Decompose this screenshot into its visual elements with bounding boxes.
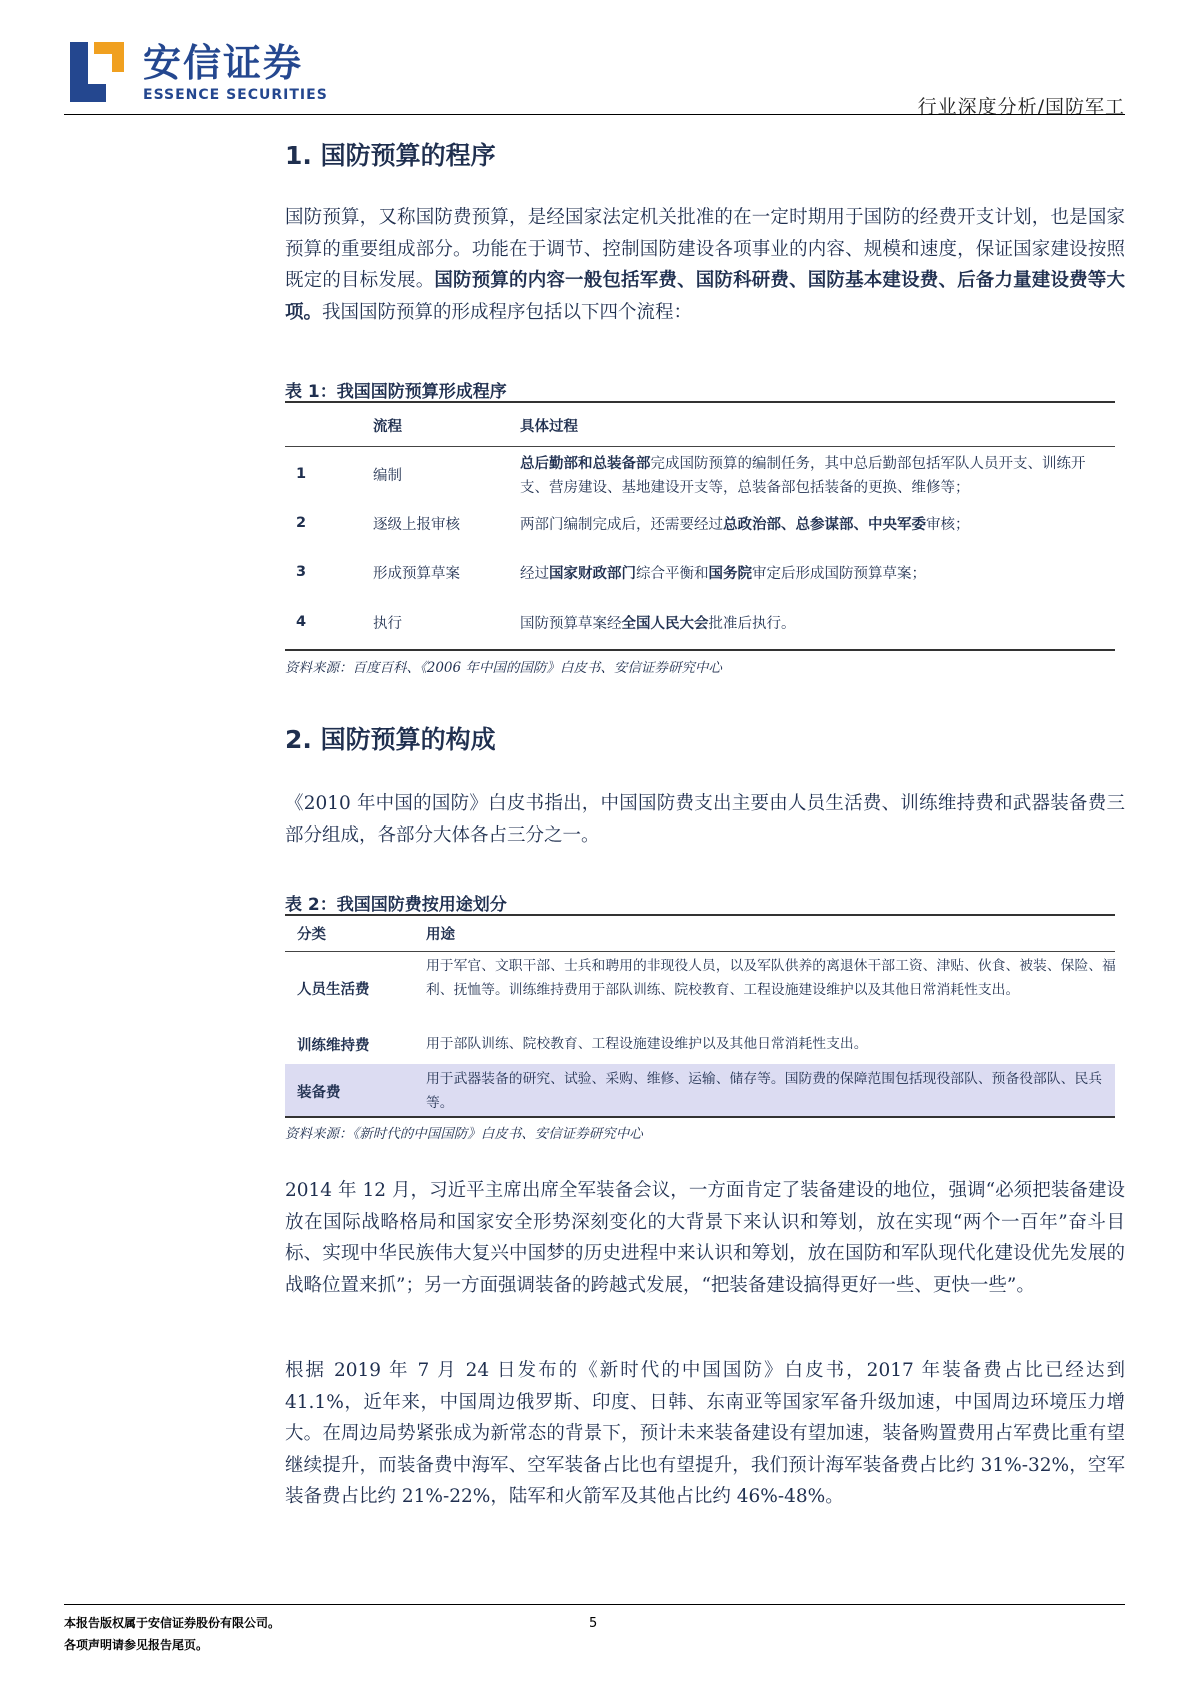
section2-title: 2. 国防预算的构成 [285, 725, 496, 754]
footer-statement-link: 各项声明请参见报告尾页。 [64, 1638, 209, 1652]
table2-header-rule [285, 951, 1115, 952]
table1-caption: 表 1：我国国防预算形成程序 [285, 382, 507, 402]
table2-row1-use: 用于军官、文职干部、士兵和聘用的非现役人员，以及军队供养的离退休干部工资、津贴、伙食、被装、保险、福利、抚恤等。训练维持费用于部队训练、院校教育、工程设施建设维护以及其他日常消耗性支出。 [426, 958, 1116, 998]
logo-icon [70, 42, 124, 102]
table1-row2-process: 逐级上报审核 [373, 517, 460, 533]
table1-row3-bold2: 国务院 [708, 566, 752, 582]
header-divider [64, 114, 1125, 115]
paragraph-equipment-share: 根据 2019 年 7 月 24 日发布的《新时代的中国国防》白皮书，2017 年装备费占比已经达到 41.1%，近年来，中国周边俄罗斯、印度、日韩、东南亚等国家军备升级加速，中国周边环境压力增大。在周边局势紧张成为新常态的背景下，预计未来装备建设有望加速，装备购置费用占军费比重有望继续提升，而装备费中海军、空军装备占比也有望提升，我们预计海军装备费占比约 31%-32%，空军装备费占比约 21%-22%，陆军和火箭军及其他占比约 46%-48%。 [285, 1360, 1125, 1507]
table1-row1-bold: 总后勤部和总装备部 [520, 456, 651, 472]
table1-row3-text1: 综合平衡和 [636, 566, 709, 582]
table1-source: 资料来源：百度百科、《2006 年中国的国防》白皮书、安信证券研究中心 [285, 660, 722, 676]
table1-row1-detail [520, 452, 1110, 500]
table1-top-rule [285, 401, 1115, 403]
table2-row3-use: 用于武器装备的研究、试验、采购、维修、运输、储存等。国防费的保障范围包括现役部队、预备役部队、民兵等。 [426, 1071, 1103, 1111]
table1-row1-text: 完成国防预算的编制任务，其中总后勤部包括军队人员开支、训练开支、营房建设、基地建设开支等，总装备部包括装备的更换、维修等； [520, 456, 1086, 496]
table2-top-rule [285, 914, 1115, 916]
table1-header-detail: 具体过程 [520, 419, 578, 435]
section1-title: 1. 国防预算的程序 [285, 141, 496, 170]
table2-row1-category: 人员生活费 [297, 982, 370, 998]
table1-row4-process: 执行 [373, 616, 402, 632]
table1-row4-bold: 全国人民大会 [621, 616, 709, 632]
table1-row4-detail [520, 612, 1110, 636]
report-category: 行业深度分析/国防军工 [917, 96, 1125, 118]
section1-para-bold: 国防预算的内容一般包括军费、国防科研费、国防基本建设费、后备力量建设费等大项。 [285, 270, 1125, 323]
table1-row4-no: 4 [296, 614, 307, 630]
table2-bottom-rule [285, 1116, 1115, 1118]
table1-row3-detail [520, 562, 1110, 586]
table2-source: 资料来源：《新时代的中国国防》白皮书、安信证券研究中心 [285, 1126, 643, 1142]
table1-header-process: 流程 [373, 419, 402, 435]
table2-row2-category: 训练维持费 [297, 1038, 370, 1054]
table1-row2-text0: 两部门编制完成后，还需要经过 [520, 517, 723, 533]
table1-row2-bold: 总政治部、总参谋部、中央军委 [723, 517, 926, 533]
table1-row3-text2: 审定后形成国防预算草案； [752, 566, 926, 582]
table1-bottom-rule [285, 649, 1115, 651]
table1-row4-text0: 国防预算草案经 [520, 616, 622, 632]
logo-text-cn: 安信证券 [143, 41, 304, 85]
table1-row1-no: 1 [296, 466, 307, 482]
table1-header-rule [285, 446, 1115, 447]
section1-para-plain: 国防预算，又称国防费预算，是经国家法定机关批准的在一定时期用于国防的经费开支计划，也是国家预算的重要组成部分。功能在于调节、控制国防建设各项事业的内容、规模和速度，保证国家建设按照既定的目标发展。 [285, 207, 1125, 291]
table1-row3-bold1: 国家财政部门 [549, 566, 636, 582]
table1-row3-no: 3 [296, 564, 307, 580]
footer-copyright: 本报告版权属于安信证券股份有限公司。 [64, 1616, 281, 1630]
table2-header-category: 分类 [297, 927, 326, 943]
logo-text-en: ESSENCE SECURITIES [143, 87, 328, 103]
page-number: 5 [589, 1616, 598, 1631]
footer-divider [64, 1604, 1125, 1605]
footer-disclaimer [64, 1612, 280, 1656]
section1-para-tail: 我国国防预算的形成程序包括以下四个流程： [322, 301, 693, 323]
table2-header-use: 用途 [426, 927, 455, 943]
table1-row2-no: 2 [296, 515, 307, 531]
table1-row3-text0: 经过 [520, 566, 549, 582]
table2-row2-use: 用于部队训练、院校教育、工程设施建设维护以及其他日常消耗性支出。 [426, 1036, 868, 1052]
table2-row3-category: 装备费 [297, 1085, 341, 1101]
table1-row3-process: 形成预算草案 [373, 566, 460, 582]
table1-row2-text1: 审核； [926, 517, 970, 533]
table1-row1-process: 编制 [373, 468, 402, 484]
section2-paragraph: 《2010 年中国的国防》白皮书指出，中国国防费支出主要由人员生活费、训练维持费和武器装备费三部分组成，各部分大体各占三分之一。 [285, 793, 1125, 846]
table2-caption: 表 2：我国国防费按用途划分 [285, 895, 507, 915]
paragraph-equipment-meeting: 2014 年 12 月，习近平主席出席全军装备会议，一方面肯定了装备建设的地位，强调“必须把装备建设放在国际战略格局和国家安全形势深刻变化的大背景下来认识和筹划，放在实现“两个一百年”奋斗目标、实现中华民族伟大复兴中国梦的历史进程中来认识和筹划，放在国防和军队现代化建设优先发展的战略位置来抓”；另一方面强调装备的跨越式发展，“把装备建设搞得更好一些、更快一些”。 [285, 1180, 1125, 1296]
table1-row2-detail [520, 513, 1110, 537]
table1-row4-text1: 批准后执行。 [708, 616, 796, 632]
section1-paragraph [285, 202, 1125, 328]
